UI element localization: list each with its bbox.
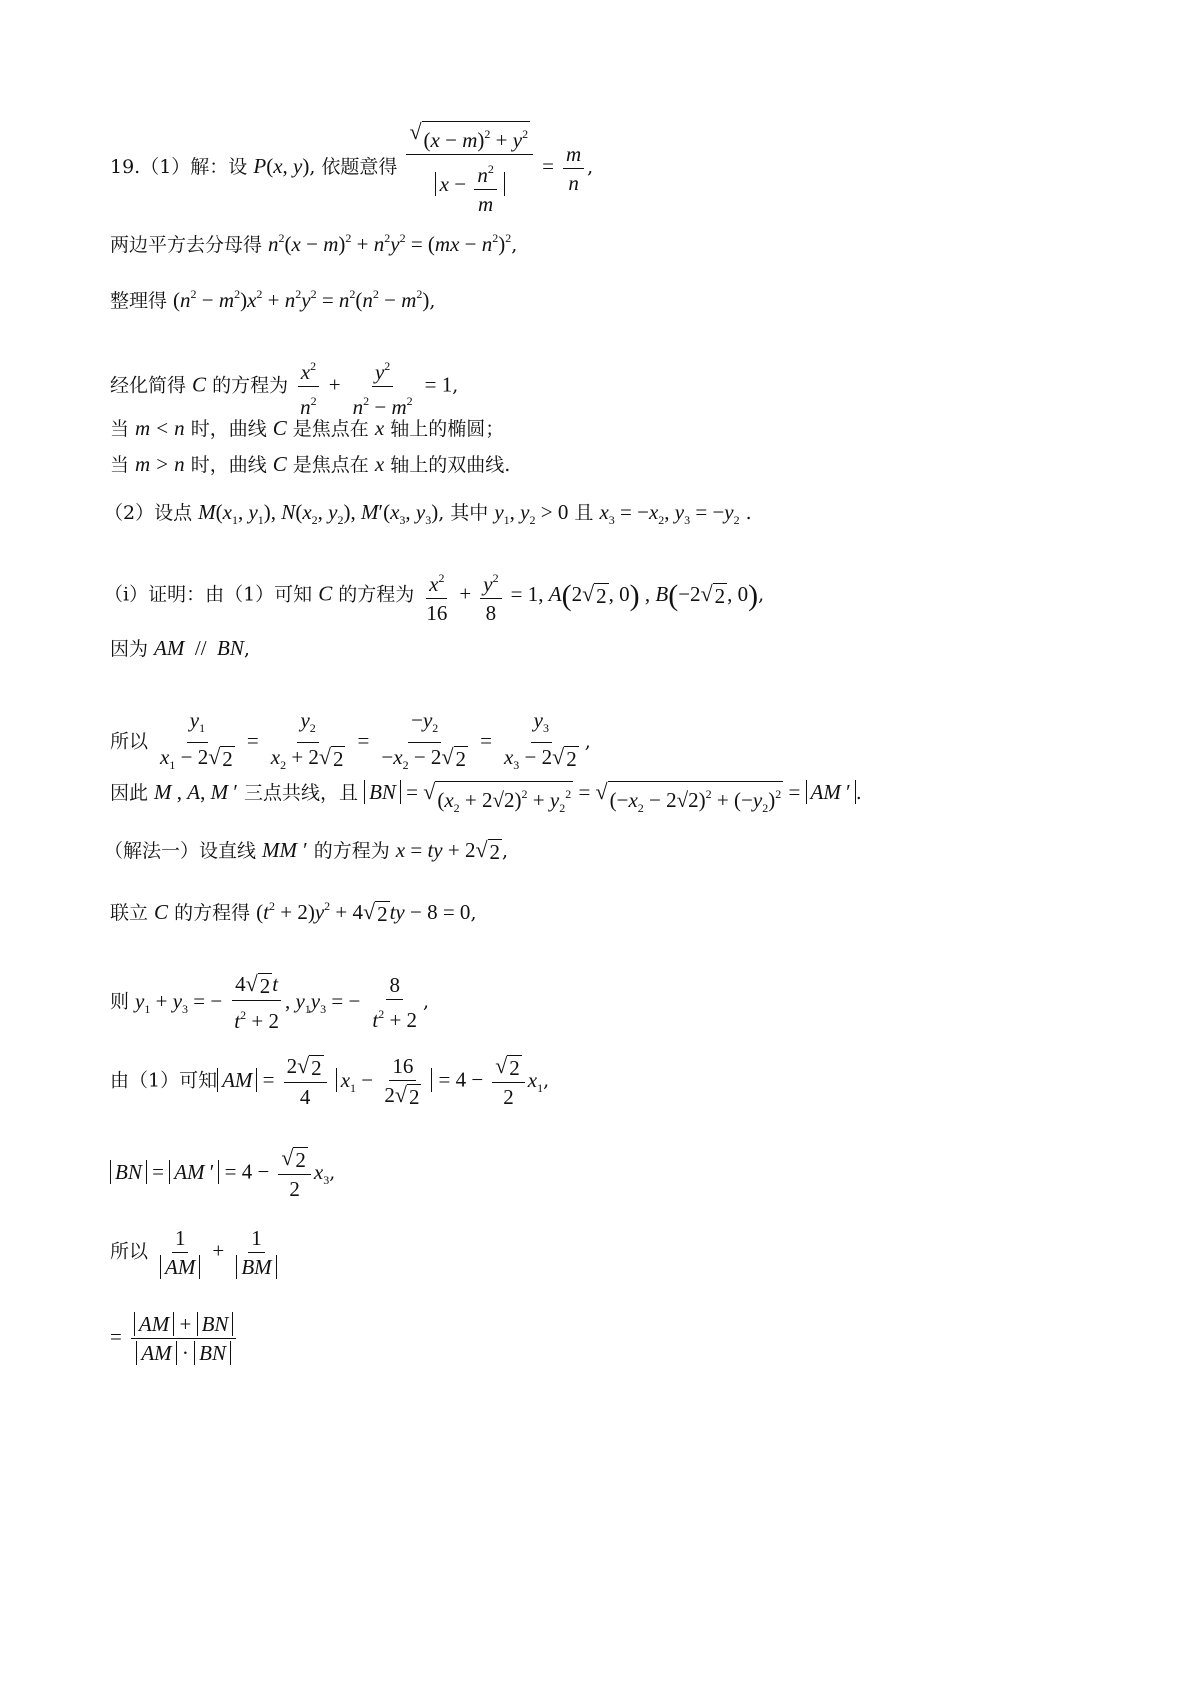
line-11: 因此 M , A, M ′ 三点共线，且 BN = √ $(x_2 + 2√2)^2 + y_2^2$ = √ $(-x_2 - 2√2)^2 + (-y_2)^2$ = AM ′ . [110,780,862,820]
line-16: BN = AM ′ = 4 − √ 2 2 $x_3$, [110,1146,335,1201]
line-6: 当 m > n 时，曲线 C 是焦点在 x 轴上的双曲线. [110,452,511,476]
line-17: 所以 $\frac{1}{AM}$ + $\frac{1}{BM}$ [110,1226,283,1279]
line-12: （解法一）设直线 MM ′ 的方程为 x = ty + 2 √ 2 , [104,837,509,864]
line-2: 两边平方去分母得 $n^2(x - m)^2 + n^2y^2 = (mx - n^2)^2$, [110,231,518,256]
line-15: 由（1）可知 AM = 2 √ 2 4 $x_1$ − 16 2 √ 2 = 4 − √ 2 2 $x_1$, [110,1053,550,1110]
line-5: 当 m < n 时，曲线 C 是焦点在 x 轴上的椭圆； [110,416,505,440]
line-1: 19.（1）解：设 P(x, y), 依题意得 √ $(x - m)^2 + y^2$ x − $\frac{n^2}{m}$ = $\frac{m}{n}$ , [110,119,594,216]
line-4: 经化简得 C 的方程为 $\frac{x^2}{n^2}$ + $\frac{y^2}{n^2 - m^2}$ = 1, [110,354,458,419]
line-7: （2）设点 $M(x_1$, $y_1$), $N(x_2$, $y_2$), $M'(x_3$, $y_3$), 其中 $y_1$, $y_2 > 0$ 且 $x_3 = -x_2$, $y_3 = -y_2$ . [104,500,752,527]
line-14: 则 $y_1 + y_3$ = − 4 √ 2 t $t^2 + 2$ , $y_1y_3$ = − $\frac{8}{t^2 + 2}$ , [110,971,430,1033]
line-3: 整理得 $(n^2 - m^2)x^2 + n^2y^2 = n^2(n^2 - m^2)$, [110,287,436,312]
line-18: = $\frac{AM + BN}{AM \cdot BN}$ [110,1312,239,1365]
line-9: 因为 AM // BN, [110,636,250,660]
line-13: 联立 C 的方程得 $(t^2 + 2)y^2 + 4$ √ 2 ty − 8 = 0, [110,899,477,926]
line-10: 所以 $y_1$ $x_1 - 2$ √ 2 = $y_2$ $x_2 + 2$ √ 2 = $-y_2$ $-x_2 - 2$ √ 2 = $y_3$ $x_3 - 2$ √ 2 , [110,708,591,772]
line-8: （i）证明：由（1）可知 C 的方程为 $\frac{x^2}{16}$ + $\frac{y^2}{8}$ = 1, A(2 √ 2 , 0) , B(−2 √ 2 , 0), [104,566,764,625]
